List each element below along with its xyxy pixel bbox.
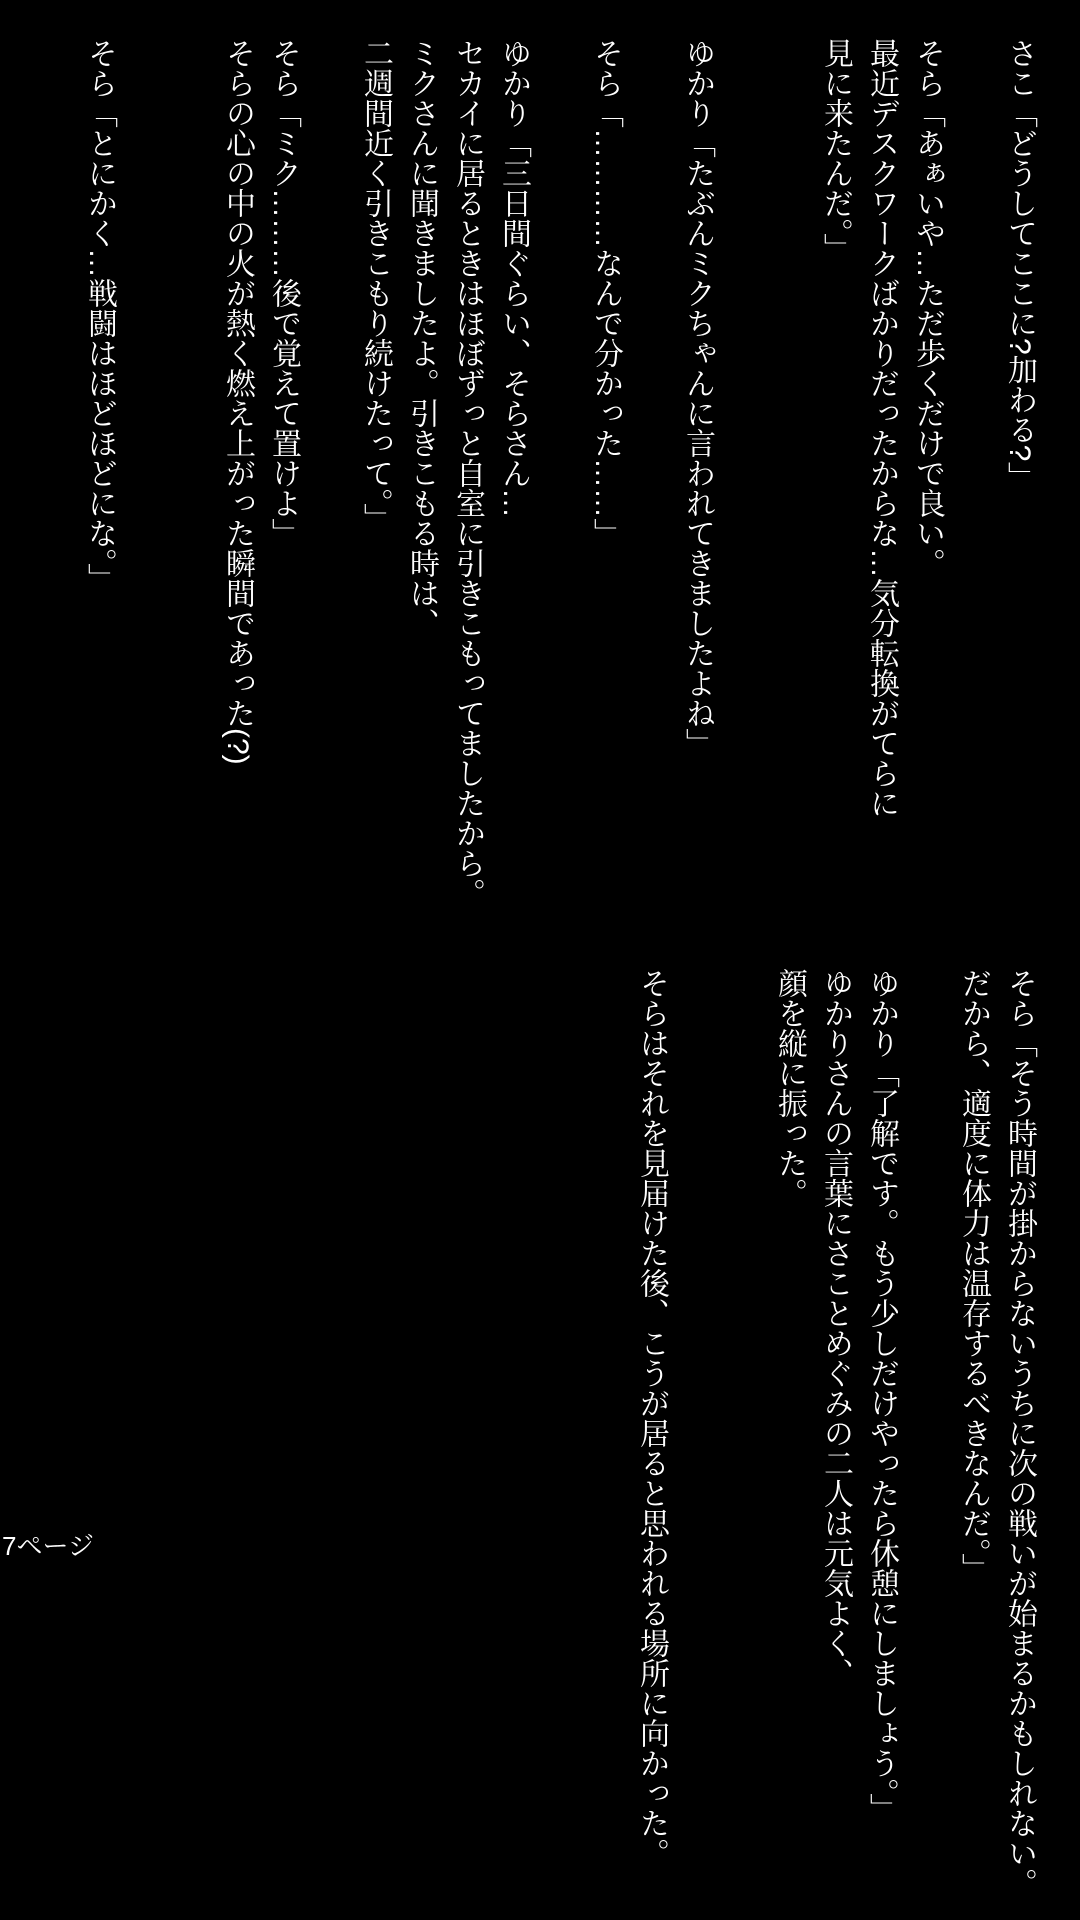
- blank-line: [720, 968, 766, 1918]
- text-line: ゆかりさんの言葉にさことめぐみの二人は元気よく、: [819, 968, 852, 1688]
- text-line: セカイに居るときはほぼずっと自室に引きこもってましたから。: [451, 38, 484, 908]
- text-line: そら「そう時間が掛からないうちに次の戦いが始まるかもしれない。: [1003, 968, 1036, 1898]
- novel-text-bottom-block: [628, 968, 1042, 1918]
- text-line: 見に来たんだ。」: [819, 38, 852, 263]
- blank-line: [536, 38, 582, 1882]
- text-line: ゆかり「三日間ぐらい、そらさん…: [497, 38, 530, 518]
- text-line: そら「ミク………後で覚えて置けよ」: [267, 38, 300, 548]
- text-line: ミクさんに聞きましたよ。引きこもる時は、: [405, 38, 438, 638]
- text-line: そら「…………なんで分かった……」: [589, 38, 622, 548]
- text-line: そらはそれを見届けた後、こうが居ると思われる場所に向かった。: [635, 968, 668, 1868]
- blank-line: [122, 38, 168, 1882]
- text-line: さこ「どうしてここに?加わる?」: [1003, 38, 1036, 492]
- text-line: そら「あぁいや…ただ歩くだけで良い。: [911, 38, 944, 578]
- text-line: 二週間近く引きこもり続けたって。」: [359, 38, 392, 533]
- blank-line: [168, 38, 214, 1882]
- text-line: 最近デスクワークばかりだったからな…気分転換がてらに: [865, 38, 898, 818]
- blank-line: [674, 968, 720, 1918]
- blank-line: [306, 38, 352, 1882]
- text-line: そら「とにかく…戦闘はほどほどにな。」: [83, 38, 116, 593]
- blank-line: [904, 968, 950, 1918]
- text-line: ゆかり「たぶんミクちゃんに言われてきましたよね」: [681, 38, 714, 758]
- page-number: 7ページ: [2, 1531, 94, 1561]
- text-line: ゆかり「了解です。もう少しだけやったら休憩にしましょう。」: [865, 968, 898, 1823]
- text-line: そらの心の中の火が熱く燃え上がった瞬間であった(?): [221, 38, 254, 765]
- text-line: だから、適度に体力は温存するべきなんだ。」: [957, 968, 990, 1583]
- text-line: 顔を縦に振った。: [773, 968, 806, 1208]
